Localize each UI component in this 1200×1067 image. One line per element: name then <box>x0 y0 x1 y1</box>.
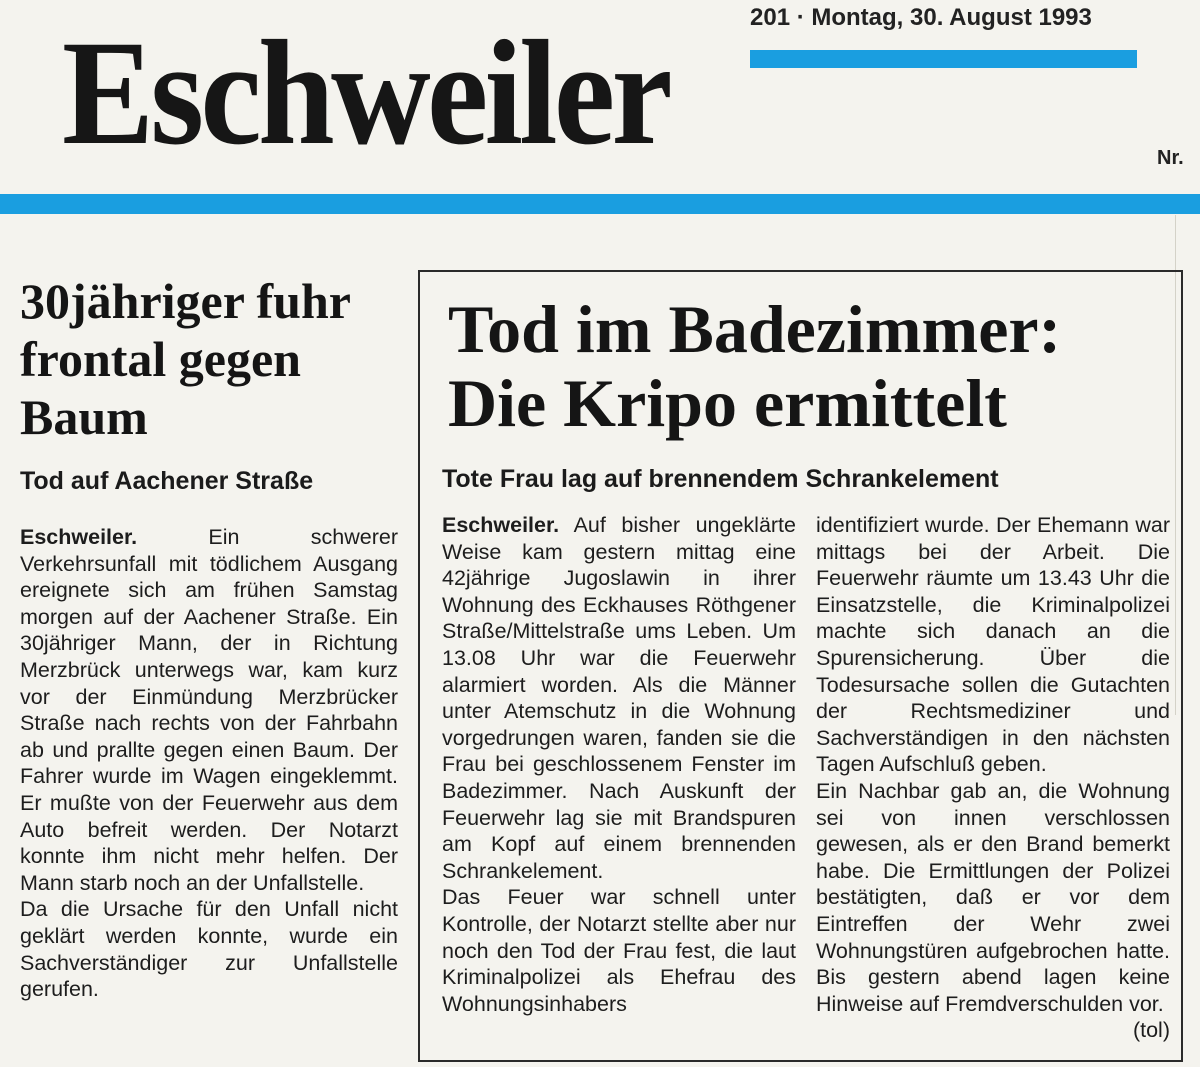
masthead-title: Eschweiler <box>62 10 670 176</box>
left-article <box>20 272 398 1003</box>
left-article-paragraph-1 <box>20 524 398 896</box>
main-article-text-1: Auf bisher ungeklärte Weise kam gestern mittag eine 42jährige Jugoslawin in ihrer Wohnung des Eckhauses Röthgener Straße/Mittelstraße ums Leben. Um 13.08 Uhr war die Feuerwehr alarmiert worden. Als die Männer unter Atemschutz in die Wohnung vorgedrungen waren, fanden sie die Frau bei geschlossenem Fenster im Badezimmer. Nach Auskunft der Feuerwehr lag sie mit Brandspuren am Kopf auf einem brennenden Schrankelement. <box>442 513 796 883</box>
main-headline-line-1: Tod im Badezimmer: <box>448 291 1062 367</box>
left-article-lead: Eschweiler. <box>20 525 138 549</box>
main-article-subheadline: Tote Frau lag auf brennendem Schrankelement <box>442 465 999 493</box>
main-article-column-1 <box>442 512 796 1017</box>
left-article-subheadline: Tod auf Aachener Straße <box>20 467 314 495</box>
left-article-text-1: Ein schwerer Verkehrsunfall mit tödlichem Ausgang ereignete sich am frühen Samstag morgen auf der Aachener Straße. Ein 30jähriger Mann, der in Richtung Merzbrück unterwegs war, kam kurz vor der Einmündung Merzbrücker Straße nach rechts von der Fahrbahn ab und prallte gegen einen Baum. Der Fahrer wurde im Wagen eingeklemmt. Er mußte von der Feuerwehr aus dem Auto befreit werden. Der Notarzt konnte ihm nicht mehr helfen. Der Mann starb noch an der Unfallstelle. <box>20 525 398 895</box>
masthead-rule <box>0 194 1200 214</box>
main-headline-line-2: Die Kripo ermittelt <box>448 365 1007 441</box>
main-article-headline <box>448 292 1061 440</box>
main-article-paragraph-3: identifiziert wurde. Der Ehemann war mittags bei der Arbeit. Die Feuerwehr räumte um 13.43 Uhr die Einsatzstelle, die Kriminalpolizei machte sich danach an die Spurensicherung. Über die Todesursache sollen die Gutachten der Rechtsmediziner und Sachverständigen in den nächsten Tagen Aufschluß geben. <box>816 513 1170 777</box>
main-article-paragraph-4: Ein Nachbar gab an, die Wohnung sei von innen verschlossen gewesen, als er den Brand bemerkt habe. Die Ermittlungen der Polizei bestätigten, daß er vor dem Eintreffen der Wehr zwei Wohnungstüren aufgebrochen hatte. Bis gestern abend lagen keine Hinweise auf Fremdverschulden vor. <box>816 778 1170 1016</box>
main-article-paragraph-1 <box>442 512 796 884</box>
left-article-headline: 30jähriger fuhr frontal gegen Baum <box>20 273 351 445</box>
main-article-lead: Eschweiler. <box>442 513 560 537</box>
main-article-paragraph-2: Das Feuer war schnell unter Kontrolle, der Notarzt stellte aber nur noch den Tod der Frau fest, die laut Kriminalpolizei als Ehefrau des Wohnungsinhabers <box>442 885 796 1016</box>
left-article-paragraph-2: Da die Ursache für den Unfall nicht geklärt werden konnte, wurde ein Sachverständiger zur Unfallstelle gerufen. <box>20 897 398 1002</box>
dateline: 201 · Montag, 30. August 1993 <box>750 4 1092 31</box>
main-article-column-2 <box>816 512 1170 1044</box>
main-article-box <box>418 270 1183 1062</box>
masthead-accent-bar <box>750 50 1137 68</box>
issue-number-label: Nr. <box>1157 147 1184 169</box>
author-byline: (tol) <box>1132 1018 1170 1043</box>
